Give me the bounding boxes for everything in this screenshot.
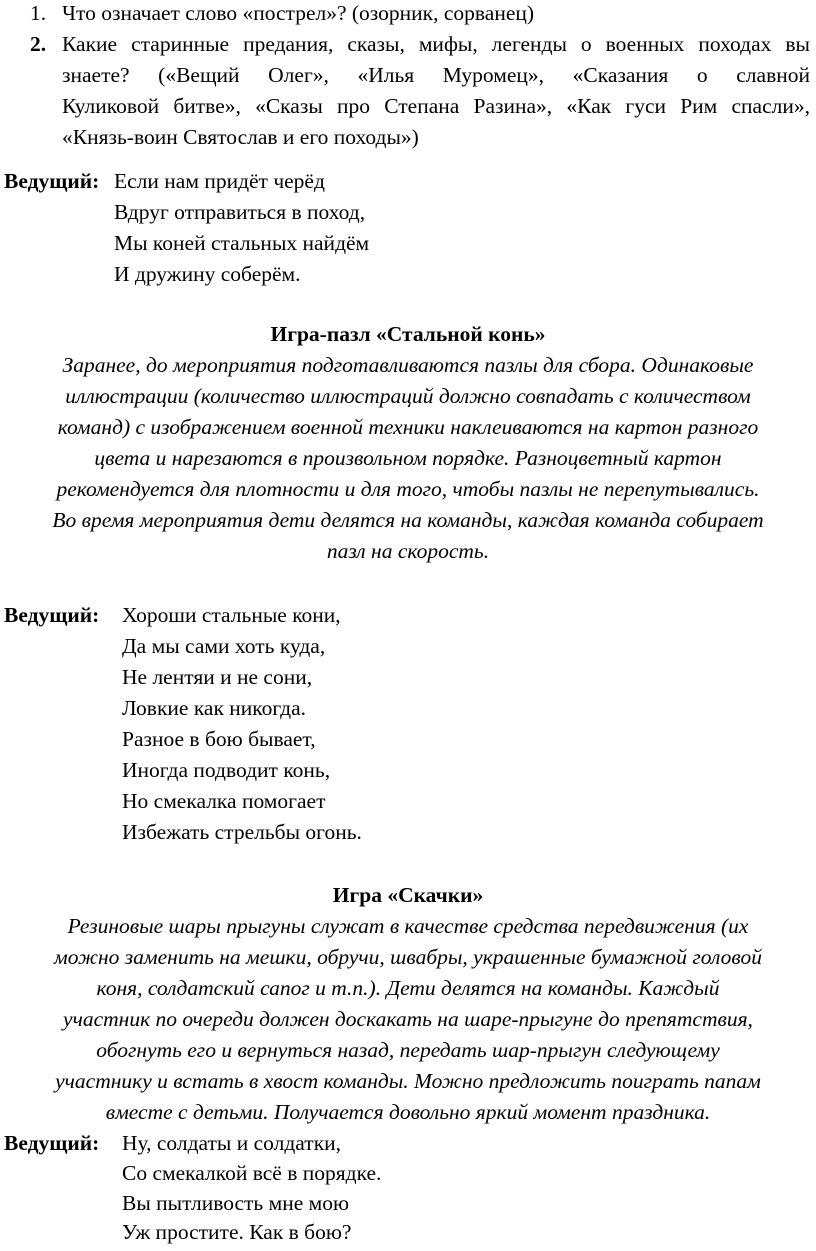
description-line: Во время мероприятия дети делятся на команды, каждая команда собирает [52, 508, 764, 532]
section-title: Игра «Скачки» [332, 883, 484, 907]
question-text-line: знаете? («Вещий Олег», «Илья Муромец», «Сказания о славной [62, 63, 810, 87]
game-description [0, 911, 816, 1128]
description-line: пазл на скорость. [326, 539, 490, 563]
description-line: обогнуть его и вернуться назад, передать шар-прыгун следующему [96, 1038, 720, 1062]
verse-line: Уж простите. Как в бою? [122, 1220, 352, 1244]
verse-line: Иногда подводит конь, [122, 758, 331, 782]
description-line: участник по очереди должен доскакать на шаре-прыгуне до препятствия, [63, 1007, 753, 1031]
verse-line: Ну, солдаты и солдатки, [122, 1131, 342, 1155]
verse-line: Если нам придёт черёд [114, 169, 325, 193]
verse-line: Избежать стрельбы огонь. [122, 820, 362, 844]
description-line: Заранее, до мероприятия подготавливаются пазлы для сбора. Одинаковые [62, 353, 754, 377]
description-line: вместе с детьми. Получается довольно яркий момент праздника. [105, 1100, 711, 1124]
question-text-line: Куликовой битве», «Сказы про Степана Разина», «Как гуси Рим спасли», [62, 94, 810, 118]
description-line: команд) с изображением военной техники наклеиваются на картон разного [57, 415, 759, 439]
question-number: 1. [30, 1, 47, 25]
question-text: Что означает слово «пострел»? (озорник, сорванец) [62, 1, 535, 25]
question-number: 2. [30, 32, 47, 56]
speaker-label: Ведущий: [4, 169, 100, 193]
verse-line: Вы пытливость мне мою [122, 1191, 350, 1215]
description-line: коня, солдатский сапог и т.п.). Дети делятся на команды. Каждый [96, 976, 720, 1000]
section-title: Игра-пазл «Стальной конь» [270, 322, 546, 346]
verse-line: Со смекалкой всё в порядке. [122, 1161, 382, 1185]
verse-line: Да мы сами хоть куда, [122, 634, 326, 658]
verse-line: Мы коней стальных найдём [114, 231, 370, 255]
description-line: можно заменить на мешки, обручи, швабры, украшенные бумажной головой [54, 945, 762, 969]
verse-line: Вдруг отправиться в поход, [114, 200, 366, 224]
game-description [0, 350, 816, 567]
verse-line: Но смекалка помогает [122, 789, 326, 813]
question-item [0, 0, 816, 28]
description-line: цвета и нарезаются в произвольном порядке. Разноцветный картон [94, 446, 722, 470]
verse-line: И дружину соберём. [114, 262, 301, 286]
verse-line: Не лентяи и не сони, [122, 665, 313, 689]
question-text-line: Какие старинные предания, сказы, мифы, легенды о военных походах вы [62, 32, 810, 56]
description-line: Резиновые шары прыгуны служат в качестве средства передвижения (их [67, 914, 749, 938]
verse-line: Ловкие как никогда. [122, 696, 307, 720]
speaker-label: Ведущий: [4, 1131, 100, 1155]
description-line: рекомендуется для плотности и для того, чтобы пазлы не перепутывались. [56, 477, 760, 501]
question-text-line: «Князь-воин Святослав и его походы») [62, 125, 419, 149]
speaker-label: Ведущий: [4, 603, 100, 627]
verse-line: Разное в бою бывает, [122, 727, 316, 751]
description-line: иллюстрации (количество иллюстраций должно совпадать с количеством [65, 384, 751, 408]
verse-line: Хороши стальные кони, [122, 603, 341, 627]
description-line: участнику и встать в хвост команды. Можно предложить поиграть папам [55, 1069, 761, 1093]
